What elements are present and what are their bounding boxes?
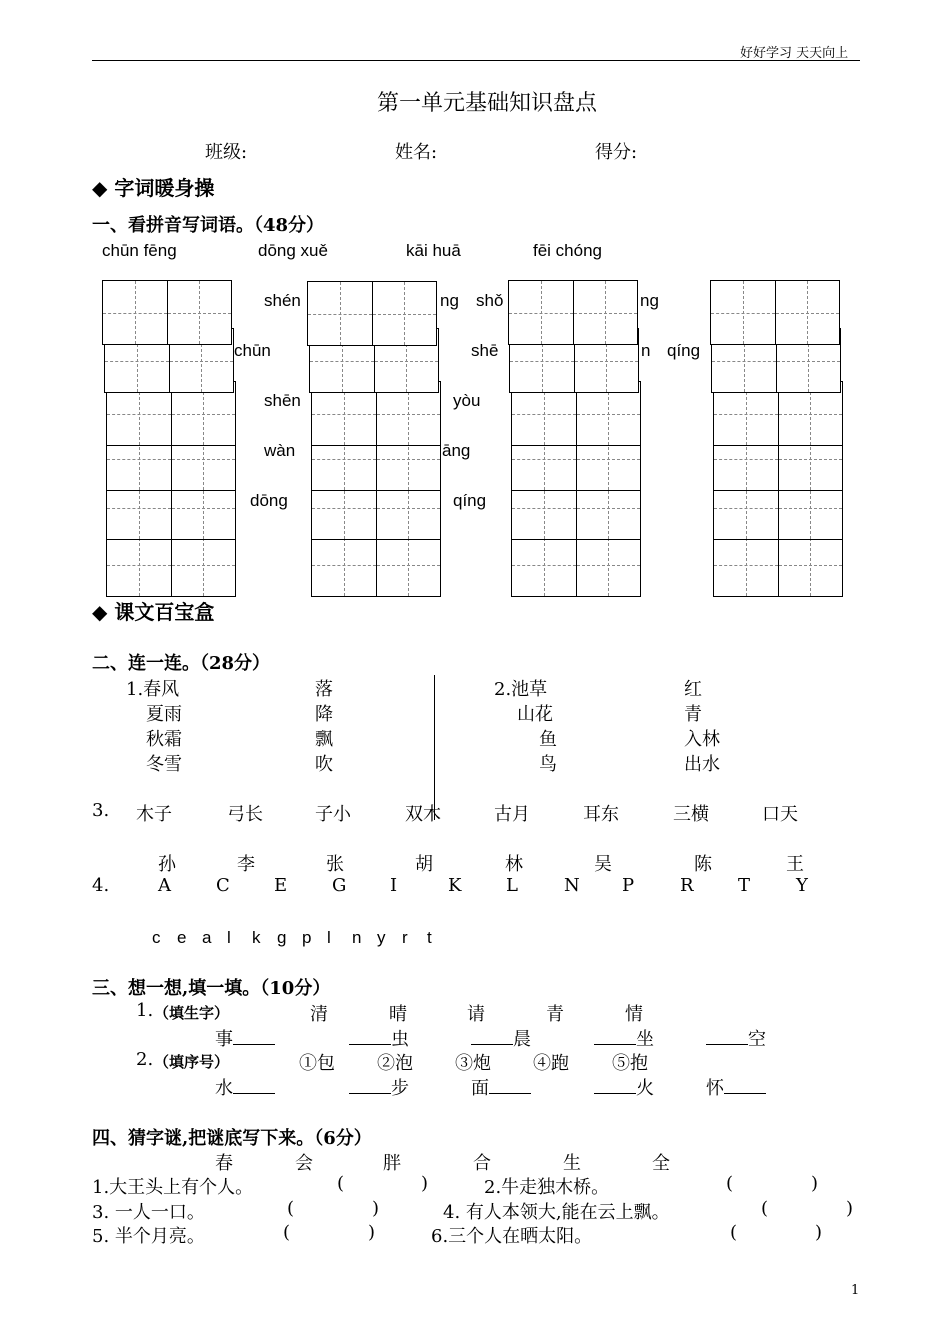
- class-label: 班级:: [205, 142, 248, 163]
- pinyin-fragment: ng: [640, 291, 659, 310]
- uppercase-letter: E: [274, 875, 288, 896]
- answer-paren-open[interactable]: (: [730, 1222, 738, 1243]
- sub-1-label: （填生字）: [154, 1004, 230, 1022]
- lowercase-letters: [152, 928, 452, 948]
- riddle: 1.大王头上有个人。: [92, 1177, 254, 1198]
- match-right-target: 出水: [684, 754, 720, 775]
- fill-item: [349, 1074, 409, 1100]
- answer-blank[interactable]: [349, 1026, 391, 1045]
- option-char: 青: [546, 1004, 564, 1025]
- match-left-item: 1.春风: [126, 679, 180, 700]
- pinyin-fragment: qíng: [667, 341, 701, 360]
- question-1-heading: 一、看拼音写词语。（48分）: [92, 215, 325, 236]
- surname-clue: 古月: [494, 804, 530, 825]
- writing-grid[interactable]: [307, 281, 437, 346]
- fill-item: [349, 1025, 409, 1051]
- surname-clue: 弓长: [227, 804, 263, 825]
- answer-blank[interactable]: [594, 1075, 636, 1094]
- surname: 陈: [694, 854, 712, 875]
- sub-2-number: 2.: [136, 1049, 154, 1070]
- uppercase-letter: G: [332, 875, 347, 896]
- uppercase-letter: Y: [796, 875, 808, 896]
- surname: 吴: [594, 854, 612, 875]
- pinyin-fragment: wàn: [264, 441, 296, 460]
- question-3-heading: 三、想一想,填一填。（10分）: [92, 978, 331, 999]
- sub-2-label: （填序号）: [154, 1053, 230, 1071]
- surname: 李: [237, 854, 255, 875]
- fill-item: [594, 1074, 654, 1100]
- lowercase-letter: c: [152, 928, 161, 947]
- fill-item: [706, 1025, 766, 1051]
- fill-item: [215, 1074, 275, 1100]
- lowercase-letter: a: [202, 928, 212, 947]
- uppercase-letter: R: [680, 875, 694, 896]
- pinyin-1: chūn fēng: [102, 241, 177, 260]
- fill-char: 水: [215, 1078, 233, 1099]
- pinyin-fragment: shǒ: [476, 291, 504, 310]
- name-label: 姓名:: [395, 142, 438, 163]
- riddle: 4. 有人本领大,能在云上飘。: [443, 1202, 670, 1223]
- pinyin-fragment: ng: [440, 291, 459, 310]
- surname-clue: 子小: [315, 804, 351, 825]
- match-left-item: 冬雪: [146, 754, 182, 775]
- answer-paren-close[interactable]: ): [372, 1198, 380, 1219]
- page-number: 1: [851, 1283, 860, 1298]
- answer-blank[interactable]: [233, 1026, 275, 1045]
- match-right-target: 青: [684, 704, 702, 725]
- answer-blank[interactable]: [706, 1026, 748, 1045]
- question-2-heading: 二、连一连。（28分）: [92, 653, 271, 674]
- lowercase-letter: p: [302, 928, 312, 947]
- pinyin-2: dōng xuě: [258, 241, 328, 260]
- uppercase-letter: L: [506, 875, 518, 896]
- answer-blank[interactable]: [594, 1026, 636, 1045]
- surname-clue: 三横: [673, 804, 709, 825]
- option-numbered: ①包: [299, 1053, 335, 1074]
- match-left-item: 秋霜: [146, 729, 182, 750]
- match-right-item: 2.池草: [494, 679, 548, 700]
- match-right-item: 山花: [517, 704, 553, 725]
- fill-char: 空: [748, 1029, 766, 1050]
- fill-item: [594, 1025, 654, 1051]
- match-left-target: 吹: [315, 754, 333, 775]
- writing-grid[interactable]: [106, 532, 236, 597]
- riddle-option: 合: [473, 1153, 491, 1174]
- fill-item: [215, 1025, 275, 1051]
- writing-grid[interactable]: [511, 532, 641, 597]
- lowercase-letter: r: [402, 928, 408, 947]
- pinyin-fragment: n: [641, 341, 651, 360]
- section-heading-text-box: ◆ 课文百宝盒: [92, 600, 215, 624]
- option-char: 请: [467, 1004, 485, 1025]
- page-title: 第一单元基础知识盘点: [376, 91, 597, 116]
- option-numbered: ④跑: [533, 1053, 569, 1074]
- section-heading-warmup: ◆ 字词暖身操: [92, 176, 215, 200]
- surname-clue: 木子: [136, 804, 172, 825]
- answer-blank[interactable]: [233, 1075, 275, 1094]
- surname: 王: [786, 854, 804, 875]
- riddle: 3. 一人一口。: [92, 1202, 205, 1223]
- sub-1-number: 1.: [136, 1000, 154, 1021]
- answer-blank[interactable]: [471, 1026, 513, 1045]
- pinyin-fragment: yòu: [453, 391, 481, 410]
- riddle-option: 生: [563, 1153, 581, 1174]
- answer-paren-close[interactable]: ): [815, 1222, 823, 1243]
- match-left-item: 夏雨: [146, 704, 182, 725]
- pinyin-4: fēi chóng: [533, 241, 602, 260]
- divider-line: [434, 675, 435, 820]
- pinyin-fragment: qíng: [453, 491, 487, 510]
- item-3-number: 3.: [92, 800, 110, 821]
- riddle: 6.三个人在晒太阳。: [431, 1226, 593, 1247]
- lowercase-letter: l: [227, 928, 231, 947]
- surname: 林: [505, 854, 523, 875]
- uppercase-letter: C: [216, 875, 230, 896]
- fill-item: [471, 1074, 531, 1100]
- surname: 孙: [158, 854, 176, 875]
- uppercase-letter: A: [158, 875, 171, 896]
- fill-char: 坐: [636, 1029, 654, 1050]
- answer-paren-open[interactable]: (: [726, 1173, 734, 1194]
- writing-grid[interactable]: [713, 532, 843, 597]
- surname: 胡: [415, 854, 433, 875]
- pinyin-fragment: chūn: [234, 341, 271, 360]
- match-right-target: 入林: [684, 729, 720, 750]
- uppercase-letter: I: [390, 875, 398, 896]
- uppercase-letter: K: [448, 875, 462, 896]
- uppercase-letter: P: [622, 875, 635, 896]
- score-label: 得分:: [595, 142, 638, 163]
- lowercase-letter: n: [352, 928, 362, 947]
- match-right-target: 红: [684, 679, 702, 700]
- fill-char: 步: [391, 1078, 409, 1099]
- answer-paren-close[interactable]: ): [846, 1198, 854, 1219]
- surname-clue: 双木: [405, 804, 441, 825]
- riddle-option: 会: [295, 1153, 313, 1174]
- surname: 张: [326, 854, 344, 875]
- fill-char: 事: [215, 1029, 233, 1050]
- lowercase-letter: l: [327, 928, 331, 947]
- match-right-item: 鸟: [539, 754, 557, 775]
- answer-blank[interactable]: [724, 1075, 766, 1094]
- fill-item: [706, 1074, 766, 1100]
- fill-char: 火: [636, 1078, 654, 1099]
- pinyin-fragment: shén: [264, 291, 301, 310]
- option-char: 情: [625, 1004, 643, 1025]
- surname-clue: 耳东: [583, 804, 619, 825]
- lowercase-letter: y: [377, 928, 386, 947]
- answer-paren-close[interactable]: ): [421, 1173, 429, 1194]
- answer-blank[interactable]: [349, 1075, 391, 1094]
- answer-paren-open[interactable]: (: [337, 1173, 345, 1194]
- match-left-target: 落: [315, 679, 333, 700]
- fill-char: 晨: [513, 1029, 531, 1050]
- pinyin-fragment: shē: [471, 341, 499, 360]
- answer-paren-close[interactable]: ): [368, 1222, 376, 1243]
- question-4-heading: 四、猜字谜,把谜底写下来。（6分）: [92, 1128, 372, 1149]
- answer-paren-open[interactable]: (: [761, 1198, 769, 1219]
- writing-grid[interactable]: [102, 280, 232, 345]
- match-left-target: 降: [315, 704, 333, 725]
- uppercase-letter: N: [564, 875, 580, 896]
- header-divider: [92, 60, 860, 61]
- uppercase-letters: [158, 875, 854, 896]
- answer-paren-open[interactable]: (: [283, 1222, 291, 1243]
- uppercase-letter: T: [738, 875, 751, 896]
- surname-clue: 口天: [762, 804, 798, 825]
- option-numbered: ⑤抱: [612, 1053, 648, 1074]
- answer-paren-open[interactable]: (: [287, 1198, 295, 1219]
- header-motto: 好好学习 天天向上: [740, 46, 849, 61]
- pinyin-fragment: dōng: [250, 491, 288, 510]
- writing-grid[interactable]: [710, 280, 840, 345]
- writing-grid[interactable]: [311, 532, 441, 597]
- match-right-item: 鱼: [539, 729, 557, 750]
- fill-char: 怀: [706, 1078, 724, 1099]
- answer-blank[interactable]: [489, 1075, 531, 1094]
- riddle-option: 胖: [383, 1153, 401, 1174]
- answer-paren-close[interactable]: ): [811, 1173, 819, 1194]
- fill-item: [471, 1025, 531, 1051]
- option-numbered: ③炮: [455, 1053, 491, 1074]
- fill-char: 虫: [391, 1029, 409, 1050]
- riddle-option: 全: [652, 1153, 670, 1174]
- lowercase-letter: e: [177, 928, 187, 947]
- fill-char: 面: [471, 1078, 489, 1099]
- match-left-target: 飘: [315, 729, 333, 750]
- lowercase-letter: k: [252, 928, 261, 947]
- riddle: 5. 半个月亮。: [92, 1226, 205, 1247]
- lowercase-letter: g: [277, 928, 287, 947]
- item-4-number: 4.: [92, 875, 110, 896]
- pinyin-fragment: shēn: [264, 391, 301, 410]
- option-char: 晴: [389, 1004, 407, 1025]
- riddle-option: 春: [215, 1153, 233, 1174]
- pinyin-fragment: āng: [442, 441, 471, 460]
- lowercase-letter: t: [427, 928, 432, 947]
- option-numbered: ②泡: [377, 1053, 413, 1074]
- riddle: 2.牛走独木桥。: [484, 1177, 610, 1198]
- writing-grid[interactable]: [508, 280, 638, 345]
- pinyin-3: kāi huā: [406, 241, 461, 260]
- option-char: 清: [310, 1004, 328, 1025]
